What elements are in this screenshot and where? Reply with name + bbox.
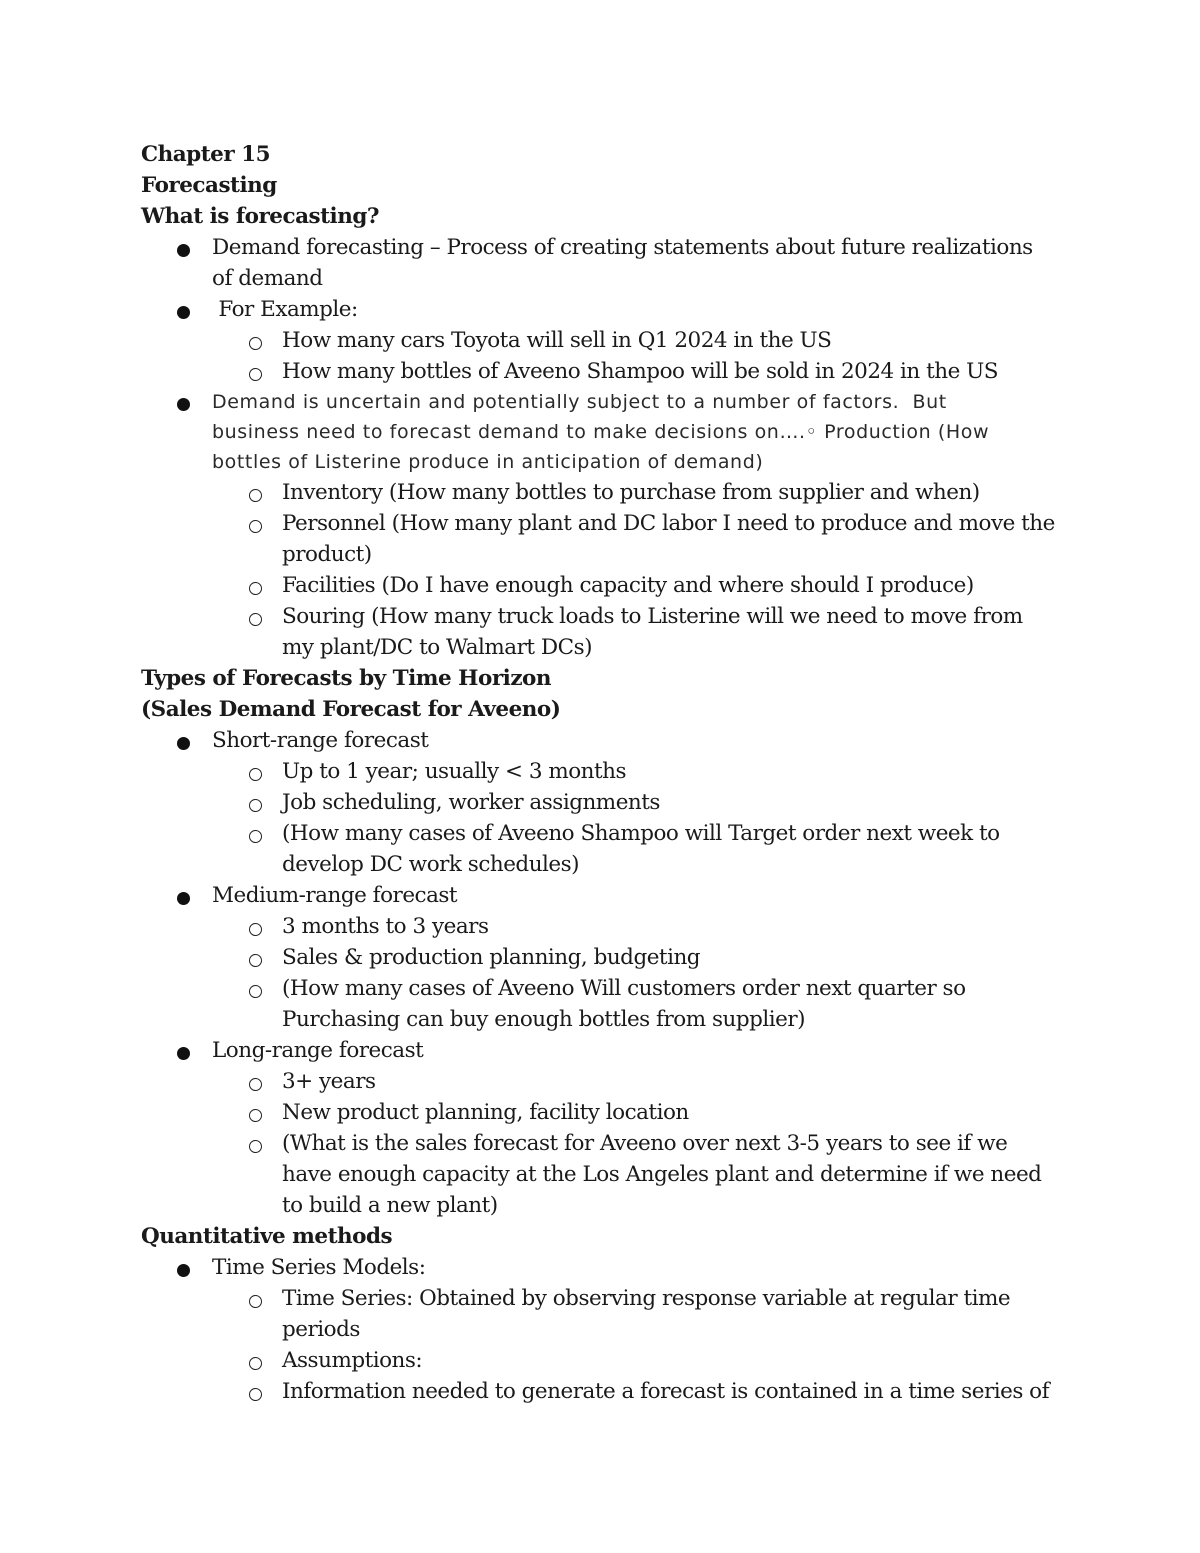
sub-list-item: Assumptions:: [141, 1345, 1101, 1376]
hollow-bullet-icon: [249, 985, 262, 998]
hollow-bullet-icon: [249, 1388, 262, 1401]
sub-list-item: Time Series: Obtained by observing response variable at regular time periods: [141, 1283, 1101, 1345]
hollow-bullet-icon: [249, 1357, 262, 1370]
filled-bullet-icon: [177, 892, 190, 905]
quantitative-heading: Quantitative methods: [141, 1224, 393, 1249]
list-item: Medium-range forecast: [141, 880, 1101, 911]
hollow-bullet-icon: [249, 1140, 262, 1153]
hollow-bullet-icon: [249, 768, 262, 781]
list-item: Demand is uncertain and potentially subject to a number of factors. But business need to forecast demand to make decisions on….◦ Production (How bottles of Listerine produce in anticipation of demand): [141, 387, 1101, 477]
types-subheading: (Sales Demand Forecast for Aveeno): [141, 697, 561, 722]
sub-list-item: Information needed to generate a forecast is contained in a time series of: [141, 1376, 1101, 1407]
hollow-bullet-icon: [249, 799, 262, 812]
sub-list-item: How many bottles of Aveeno Shampoo will be sold in 2024 in the US: [141, 356, 1101, 387]
list-item: Short-range forecast: [141, 725, 1101, 756]
hollow-bullet-icon: [249, 923, 262, 936]
filled-bullet-icon: [177, 244, 190, 257]
hollow-bullet-icon: [249, 1295, 262, 1308]
filled-bullet-icon: [177, 1047, 190, 1060]
hollow-bullet-icon: [249, 1109, 262, 1122]
types-heading: Types of Forecasts by Time Horizon: [141, 666, 552, 691]
hollow-bullet-icon: [249, 830, 262, 843]
hollow-bullet-icon: [249, 337, 262, 350]
topic-heading: Forecasting: [141, 173, 277, 198]
sub-list-item: (What is the sales forecast for Aveeno over next 3-5 years to see if we have enough capacity at the Los Angeles plant and determine if we need to build a new plant): [141, 1128, 1101, 1221]
hollow-bullet-icon: [249, 582, 262, 595]
hollow-bullet-icon: [249, 613, 262, 626]
hollow-bullet-icon: [249, 489, 262, 502]
list-item: Time Series Models:: [141, 1252, 1101, 1283]
sub-list-item: 3 months to 3 years: [141, 911, 1101, 942]
sub-list-item: (How many cases of Aveeno Will customers order next quarter so Purchasing can buy enough bottles from supplier): [141, 973, 1101, 1035]
what-is-heading: What is forecasting?: [141, 204, 379, 229]
sub-list-item: How many cars Toyota will sell in Q1 2024 in the US: [141, 325, 1101, 356]
sub-list-item: Up to 1 year; usually < 3 months: [141, 756, 1101, 787]
sub-list-item: Job scheduling, worker assignments: [141, 787, 1101, 818]
filled-bullet-icon: [177, 1264, 190, 1277]
list-item: For Example:: [141, 294, 1101, 325]
chapter-heading: Chapter 15: [141, 142, 271, 167]
sub-list-item: Sales & production planning, budgeting: [141, 942, 1101, 973]
sub-list-item: 3+ years: [141, 1066, 1101, 1097]
hollow-bullet-icon: [249, 954, 262, 967]
sub-list-item: Facilities (Do I have enough capacity and where should I produce): [141, 570, 1101, 601]
sub-list-item: Personnel (How many plant and DC labor I need to produce and move the product): [141, 508, 1101, 570]
list-item: Demand forecasting – Process of creating statements about future realizations of demand: [141, 232, 1101, 294]
sub-list-item: (How many cases of Aveeno Shampoo will Target order next week to develop DC work schedules): [141, 818, 1101, 880]
sub-list-item: Souring (How many truck loads to Listerine will we need to move from my plant/DC to Walmart DCs): [141, 601, 1101, 663]
sub-list-item: New product planning, facility location: [141, 1097, 1101, 1128]
document-content: [141, 139, 1101, 1407]
sub-list-item: Inventory (How many bottles to purchase from supplier and when): [141, 477, 1101, 508]
hollow-bullet-icon: [249, 1078, 262, 1091]
hollow-bullet-icon: [249, 520, 262, 533]
list-item: Long-range forecast: [141, 1035, 1101, 1066]
filled-bullet-icon: [177, 737, 190, 750]
hollow-bullet-icon: [249, 368, 262, 381]
filled-bullet-icon: [177, 306, 190, 319]
filled-bullet-icon: [177, 398, 190, 411]
